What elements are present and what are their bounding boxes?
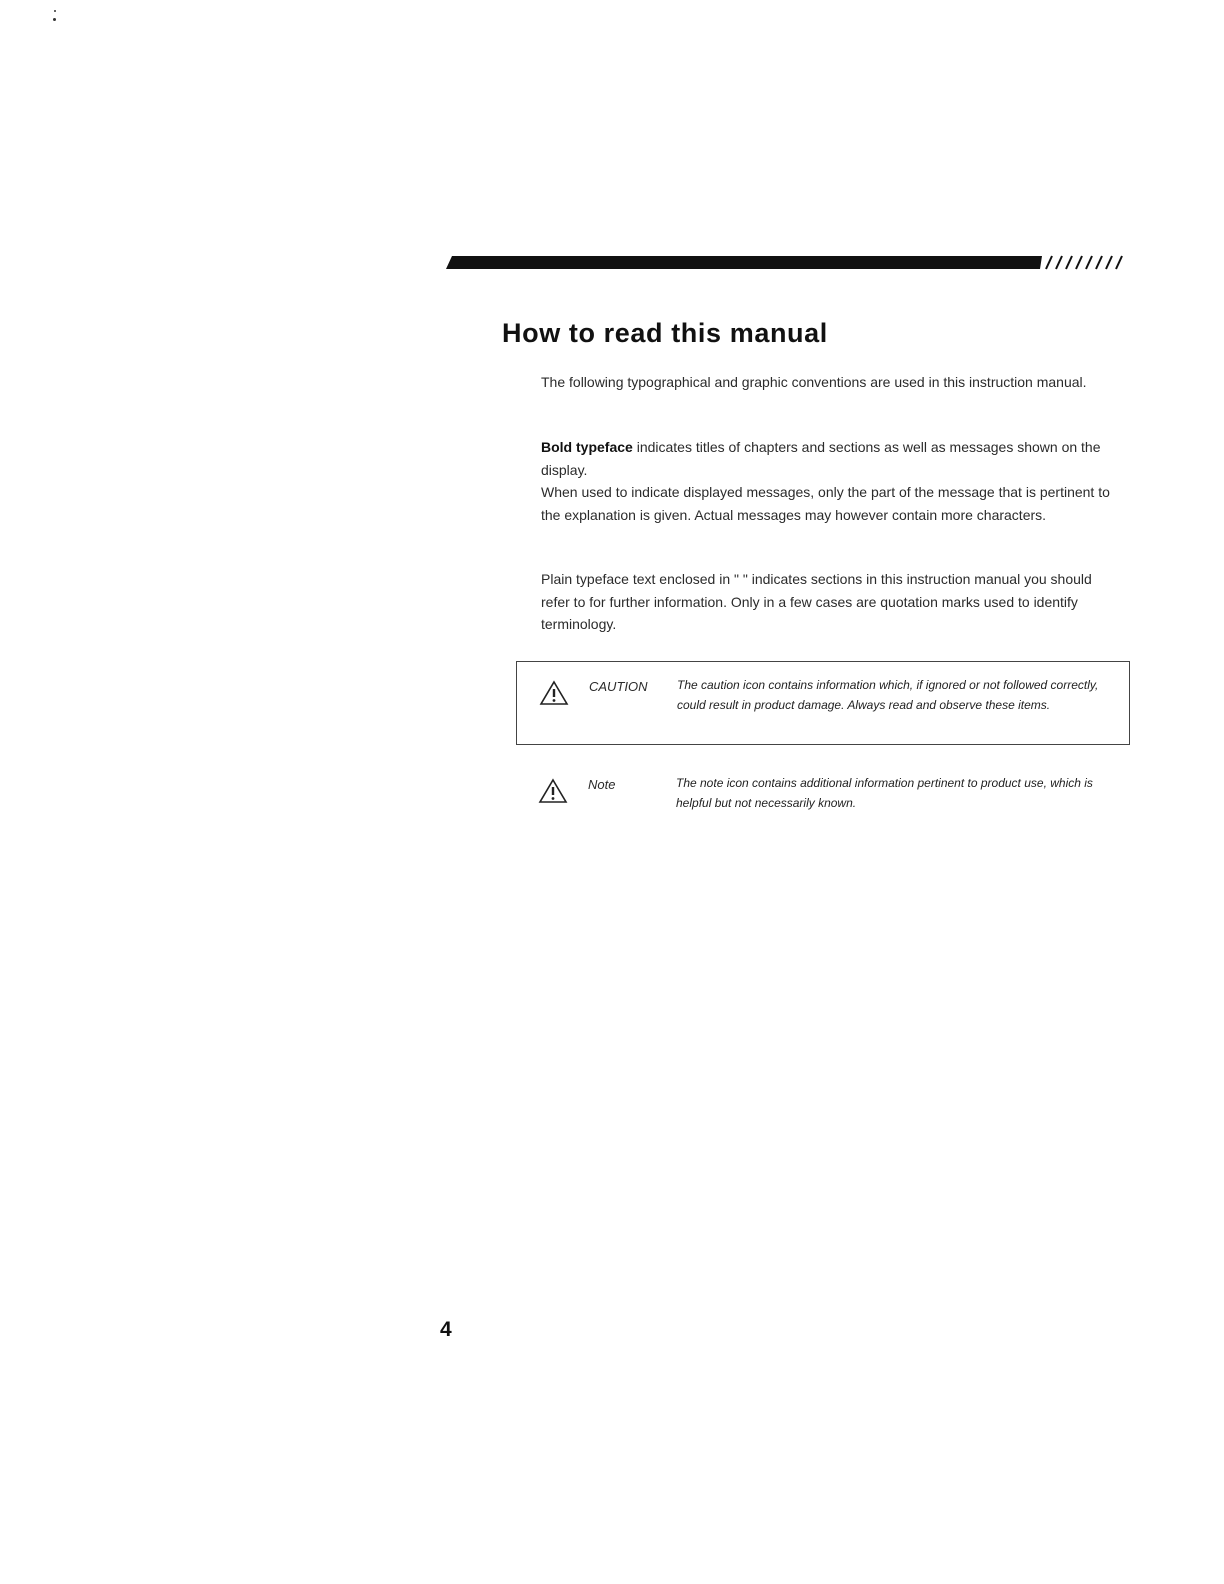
bold-convention-text-2: When used to indicate displayed messages, only the part of the message that is pertinent to the explanation is given. Actual messages may however contain more characters. [541,484,1110,523]
header-bar-icon [442,250,1142,274]
page-title: How to read this manual [502,318,828,348]
bold-typeface-term: Bold typeface [541,439,633,455]
bold-convention-paragraph [541,436,1121,526]
scan-speck [54,10,56,12]
caution-box [516,661,1130,745]
scan-speck [53,18,56,21]
page-number: 4 [440,1318,452,1341]
plain-convention-paragraph: Plain typeface text enclosed in " " indicates sections in this instruction manual you should refer to for further information. Only in a few cases are quotation marks used to identify terminology. [541,571,1092,632]
warning-triangle-icon [539,680,569,708]
note-label: Note [588,777,616,792]
warning-triangle-icon [538,778,568,806]
note-block [516,768,1130,828]
header-bar-solid [446,256,1042,269]
caution-label: CAUTION [589,679,648,694]
bold-convention-text: indicates titles of chapters and sections as well as messages shown on the display. [541,439,1101,478]
intro-paragraph: The following typographical and graphic conventions are used in this instruction manual. [541,374,1087,390]
note-description: The note icon contains additional information pertinent to product use, which is helpful but not necessarily known. [676,776,1093,810]
caution-description: The caution icon contains information which, if ignored or not followed correctly, could result in product damage. Always read and observe these items. [677,678,1099,712]
header-bar-slashes [1046,256,1122,269]
